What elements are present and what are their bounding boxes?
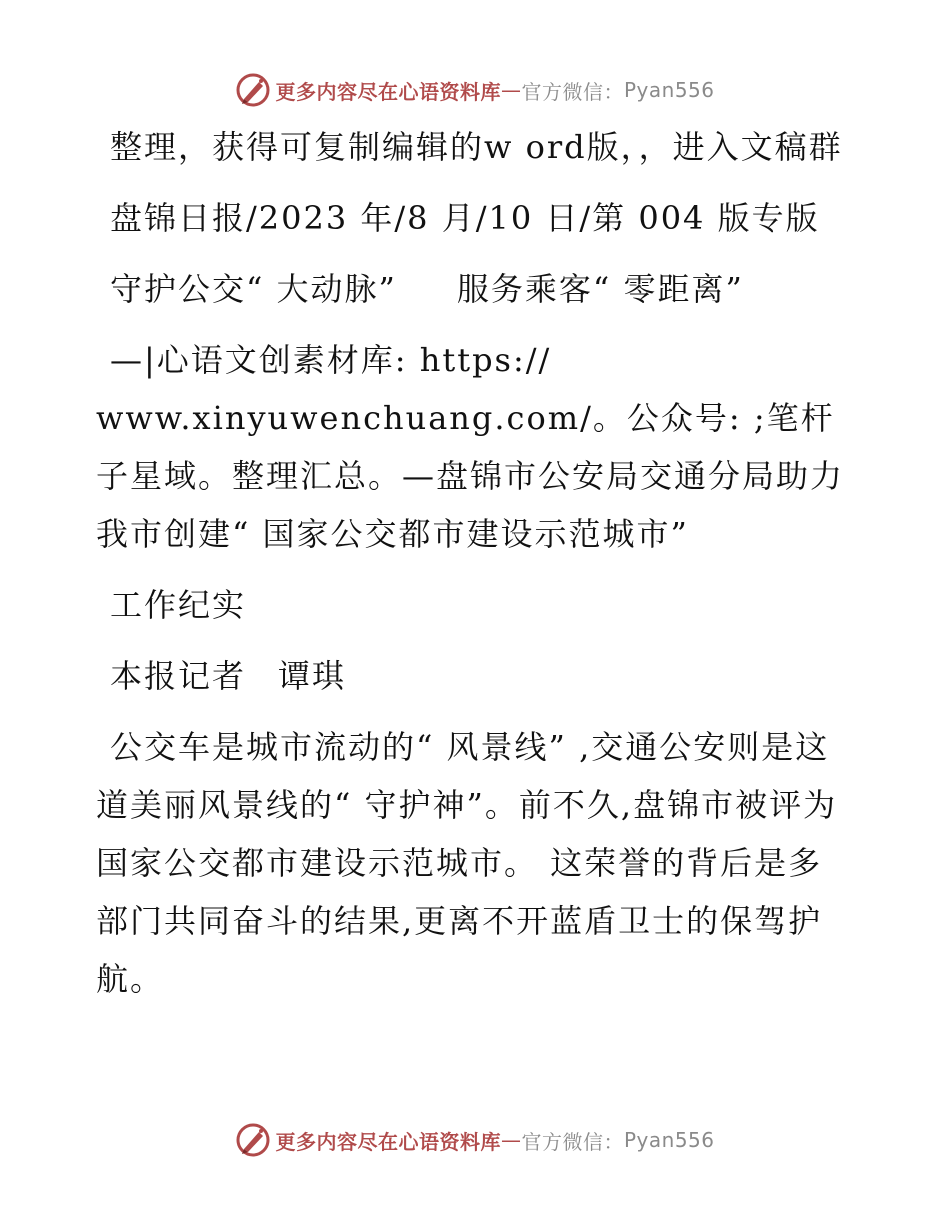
watermark-wechat-label: 官方微信： — [521, 1129, 624, 1154]
dateline: 盘锦日报/2023 年/8 月/10 日/第 004 版专版 — [110, 199, 820, 237]
byline-label: 本报记者 — [110, 657, 247, 695]
watermark-dash: — — [500, 1128, 522, 1152]
watermark-dash: — — [500, 78, 522, 102]
source-paragraph: —|心语文创素材库: https:// www.xinyuwenchuang.com/。公众号: ;笔杆子星域。整理汇总。—盘锦市公安局交通分局助力我市创建“ 国家公交都市建设示范城市” — [96, 341, 845, 553]
intro-paragraph: 整理，获得可复制编辑的w ord版，，进入文稿群 — [110, 128, 843, 166]
headline-part-a: 守护公交“ 大动脉” — [110, 270, 397, 308]
body-paragraph: 公交车是城市流动的“ 风景线” ,交通公安则是这道美丽风景线的“ 守护神”。前不久,盘锦市被评为国家公交都市建设示范城市。 这荣誉的背后是多部门共同奋斗的结果,更离不开蓝盾卫士的保驾护航。 — [96, 728, 838, 998]
header-watermark — [0, 70, 950, 110]
watermark-text: 更多内容尽在心语资料库 — [275, 79, 501, 104]
headline — [96, 260, 856, 318]
pen-logo-icon — [235, 72, 271, 108]
byline-author: 谭琪 — [278, 657, 347, 695]
byline — [96, 647, 856, 705]
watermark-wechat-label: 官方微信： — [521, 79, 624, 104]
footer-watermark — [0, 1120, 950, 1160]
subtitle: 工作纪实 — [110, 586, 247, 624]
pen-logo-icon — [235, 1122, 271, 1158]
watermark-wechat-id: Pyan556 — [623, 78, 715, 102]
headline-part-b: 服务乘客“ 零距离” — [456, 270, 744, 308]
document-body — [96, 118, 856, 1021]
watermark-wechat-id: Pyan556 — [623, 1128, 715, 1152]
watermark-text: 更多内容尽在心语资料库 — [275, 1129, 501, 1154]
